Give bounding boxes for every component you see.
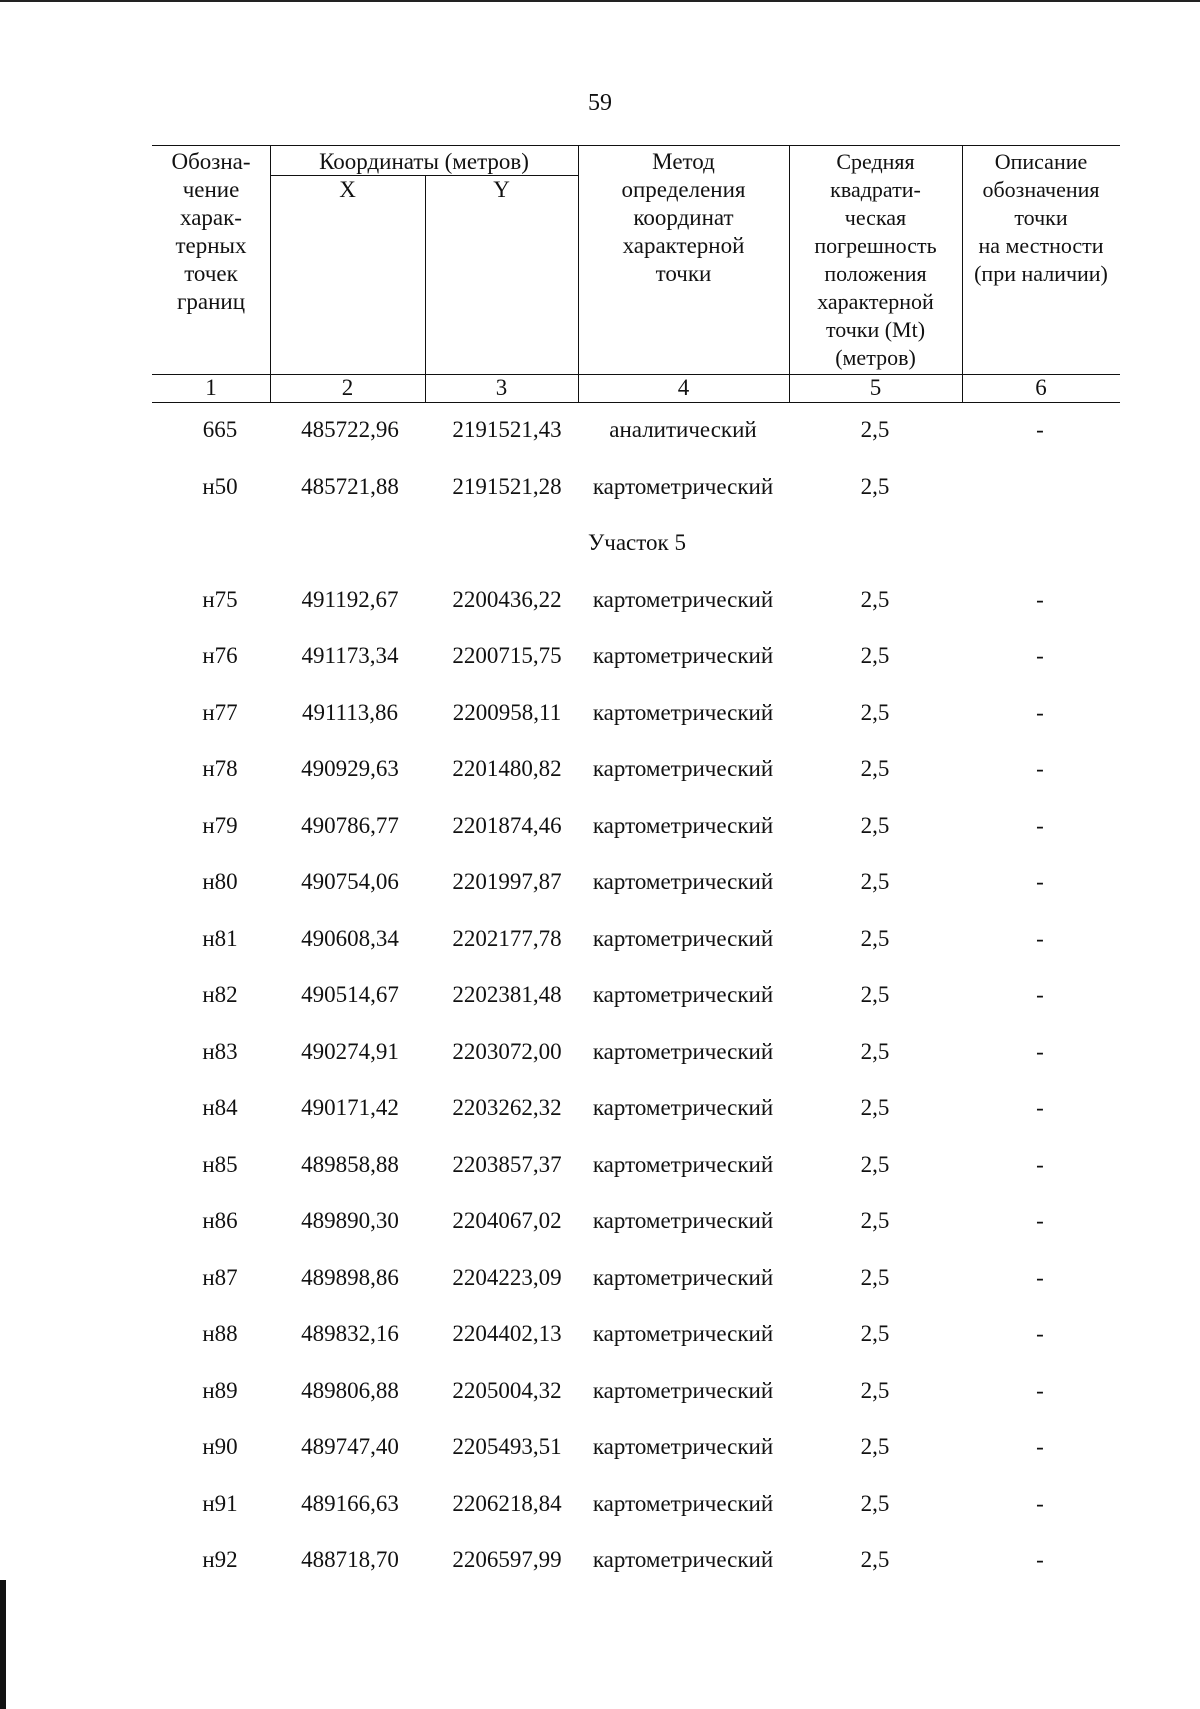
coord-x: 485721,88 xyxy=(301,473,399,499)
description: - xyxy=(1036,1547,1044,1572)
col-number-5: 5 xyxy=(869,375,882,400)
table-row xyxy=(0,909,1200,966)
method: картометрический xyxy=(592,1264,774,1290)
coord-y: 2204402,13 xyxy=(452,1321,562,1346)
method: аналитический xyxy=(609,417,757,442)
col-number-3: 3 xyxy=(495,375,508,400)
scan-top-border xyxy=(0,0,1200,2)
table-row xyxy=(0,683,1200,740)
method: картометрический xyxy=(592,1095,774,1120)
method: картометрический xyxy=(592,1321,774,1346)
error: 2,5 xyxy=(860,982,890,1007)
table-row xyxy=(0,1135,1200,1192)
coord-x: 490514,67 xyxy=(301,982,399,1007)
coord-x: 490929,63 xyxy=(301,756,399,781)
coord-y: 2200715,75 xyxy=(452,643,562,668)
coord-x: 489890,30 xyxy=(301,1208,399,1233)
table-row xyxy=(0,1248,1200,1305)
description: - xyxy=(1036,1208,1044,1233)
coord-y: 2203857,37 xyxy=(452,1151,562,1177)
error: 2,5 xyxy=(860,869,890,894)
coord-x: 489806,88 xyxy=(301,1377,399,1403)
description: - xyxy=(1036,1490,1044,1516)
point-id: н90 xyxy=(202,1434,238,1459)
coord-x: 485722,96 xyxy=(301,417,399,442)
table-row xyxy=(0,457,1200,514)
table-row xyxy=(0,400,1200,457)
point-id: н86 xyxy=(202,1208,238,1233)
point-id: н75 xyxy=(202,586,238,612)
coord-x: 490754,06 xyxy=(301,869,399,894)
description: - xyxy=(1036,1095,1044,1120)
error: 2,5 xyxy=(860,586,890,612)
point-id: н77 xyxy=(202,699,238,725)
method: картометрический xyxy=(592,812,774,838)
scan-left-edge xyxy=(0,1580,6,1709)
method: картометрический xyxy=(592,1434,774,1459)
table-row xyxy=(0,1474,1200,1531)
description: - xyxy=(1036,1264,1044,1290)
error: 2,5 xyxy=(860,1321,890,1346)
point-id: н84 xyxy=(202,1095,238,1120)
method: картометрический xyxy=(592,1377,774,1403)
coord-x: 491113,86 xyxy=(301,699,399,725)
table-body xyxy=(0,400,1200,1587)
coord-y: 2206597,99 xyxy=(452,1547,562,1572)
table-row xyxy=(0,852,1200,909)
description: - xyxy=(1036,982,1044,1007)
coord-y: 2202177,78 xyxy=(452,925,562,951)
coord-y: 2201997,87 xyxy=(452,869,562,894)
col-number-1: 1 xyxy=(205,375,217,400)
point-id: н85 xyxy=(202,1151,238,1177)
table-row xyxy=(0,570,1200,627)
point-id: н50 xyxy=(202,473,238,499)
coord-x: 489832,16 xyxy=(301,1321,399,1346)
table-row xyxy=(0,1530,1200,1587)
point-id: н79 xyxy=(202,812,238,838)
header-designation: Обозна- чение харак- терных точек границ xyxy=(171,149,251,314)
coord-x: 490171,42 xyxy=(301,1095,399,1120)
point-id: н78 xyxy=(202,756,238,781)
error: 2,5 xyxy=(860,417,890,442)
col-number-4: 4 xyxy=(677,375,690,400)
section-label: Участок 5 xyxy=(588,530,686,555)
error: 2,5 xyxy=(860,756,890,781)
error: 2,5 xyxy=(860,812,890,838)
table-row xyxy=(0,1022,1200,1079)
point-id: н80 xyxy=(202,869,238,894)
point-id: н92 xyxy=(202,1547,238,1572)
point-id: н89 xyxy=(202,1377,238,1403)
coord-x: 489898,86 xyxy=(301,1264,399,1290)
coord-y: 2204223,09 xyxy=(452,1264,562,1290)
col-number-6: 6 xyxy=(1035,375,1047,400)
description: - xyxy=(1036,586,1044,612)
point-id: н83 xyxy=(202,1038,238,1064)
method: картометрический xyxy=(592,1490,774,1516)
description: - xyxy=(1036,1038,1044,1064)
table-row xyxy=(0,1078,1200,1135)
error: 2,5 xyxy=(860,643,890,668)
error: 2,5 xyxy=(860,1547,890,1572)
coord-y: 2205493,51 xyxy=(452,1434,562,1459)
description: - xyxy=(1036,1377,1044,1403)
header-method: Метод определения координат характерной точки xyxy=(621,149,746,286)
point-id: н91 xyxy=(202,1490,238,1516)
point-id: н81 xyxy=(202,925,238,951)
header-coordinates: Координаты (метров) xyxy=(319,149,529,174)
method: картометрический xyxy=(592,925,774,951)
coord-x: 490608,34 xyxy=(301,925,399,951)
coord-y: 2202381,48 xyxy=(452,982,562,1007)
coord-y: 2191521,28 xyxy=(452,473,562,499)
table-row xyxy=(0,965,1200,1022)
error: 2,5 xyxy=(860,1264,890,1290)
description: - xyxy=(1036,699,1044,725)
coord-y: 2201480,82 xyxy=(452,756,562,781)
table-row xyxy=(0,626,1200,683)
error: 2,5 xyxy=(860,1434,890,1459)
description: - xyxy=(1036,812,1044,838)
error: 2,5 xyxy=(860,1038,890,1064)
coord-x: 490786,77 xyxy=(301,812,399,838)
coord-y: 2200958,11 xyxy=(452,699,562,725)
description: - xyxy=(1036,925,1044,951)
point-id: н88 xyxy=(202,1321,238,1346)
header-description: Описание обозначения точки на местности (при наличии) xyxy=(974,149,1108,286)
point-id: н76 xyxy=(202,643,238,668)
point-id: н87 xyxy=(202,1264,238,1290)
section-heading-row xyxy=(0,513,1200,570)
coord-y: 2203072,00 xyxy=(452,1038,562,1064)
table-row xyxy=(0,1361,1200,1418)
point-id: 665 xyxy=(202,417,238,442)
error: 2,5 xyxy=(860,1151,890,1177)
header-x: X xyxy=(339,177,356,202)
coord-x: 491173,34 xyxy=(301,643,399,668)
coord-x: 490274,91 xyxy=(301,1038,399,1064)
error: 2,5 xyxy=(860,699,890,725)
col-divider-2 xyxy=(425,175,426,402)
error: 2,5 xyxy=(860,1377,890,1403)
description: - xyxy=(1036,869,1044,894)
error: 2,5 xyxy=(860,473,890,499)
description: - xyxy=(1036,1434,1044,1459)
coord-y: 2191521,43 xyxy=(452,417,562,442)
method: картометрический xyxy=(592,586,774,612)
table-header xyxy=(152,145,1120,403)
method: картометрический xyxy=(592,699,774,725)
coord-x: 491192,67 xyxy=(301,586,399,612)
error: 2,5 xyxy=(860,1208,890,1233)
coord-y: 2206218,84 xyxy=(452,1490,562,1516)
method: картометрический xyxy=(592,473,774,499)
table-row xyxy=(0,739,1200,796)
method: картометрический xyxy=(592,643,774,668)
coord-y: 2203262,32 xyxy=(452,1095,562,1120)
method: картометрический xyxy=(592,756,774,781)
coord-y: 2200436,22 xyxy=(452,586,562,612)
description: - xyxy=(1036,756,1044,781)
description: - xyxy=(1036,643,1044,668)
error: 2,5 xyxy=(860,1095,890,1120)
table-row xyxy=(0,1304,1200,1361)
description: - xyxy=(1036,1321,1044,1346)
coord-y: 2201874,46 xyxy=(452,812,562,838)
header-y: Y xyxy=(493,177,510,202)
coord-x: 489166,63 xyxy=(301,1490,399,1516)
coord-y: 2205004,32 xyxy=(452,1377,562,1403)
header-top-rule xyxy=(152,145,1120,146)
method: картометрический xyxy=(592,1547,774,1572)
point-id: н82 xyxy=(202,982,238,1007)
table-row xyxy=(0,796,1200,853)
section-rows xyxy=(0,570,1200,1587)
header-error: Средняя квадрати- ческая погрешность положения характерной точки (Mt) (метров) xyxy=(814,149,937,370)
method: картометрический xyxy=(592,982,774,1007)
method: картометрический xyxy=(592,1208,774,1233)
page-number: 59 xyxy=(588,90,612,116)
coord-x: 488718,70 xyxy=(301,1547,399,1572)
table-row xyxy=(0,1191,1200,1248)
description: - xyxy=(1036,1151,1044,1177)
coord-y: 2204067,02 xyxy=(452,1208,562,1233)
table-row xyxy=(0,1417,1200,1474)
method: картометрический xyxy=(592,1038,774,1064)
coord-x: 489858,88 xyxy=(301,1151,399,1177)
error: 2,5 xyxy=(860,1490,890,1516)
method: картометрический xyxy=(592,869,774,894)
description: - xyxy=(1036,417,1044,442)
error: 2,5 xyxy=(860,925,890,951)
col-number-2: 2 xyxy=(341,375,354,400)
method: картометрический xyxy=(592,1151,774,1177)
coord-x: 489747,40 xyxy=(301,1434,399,1459)
